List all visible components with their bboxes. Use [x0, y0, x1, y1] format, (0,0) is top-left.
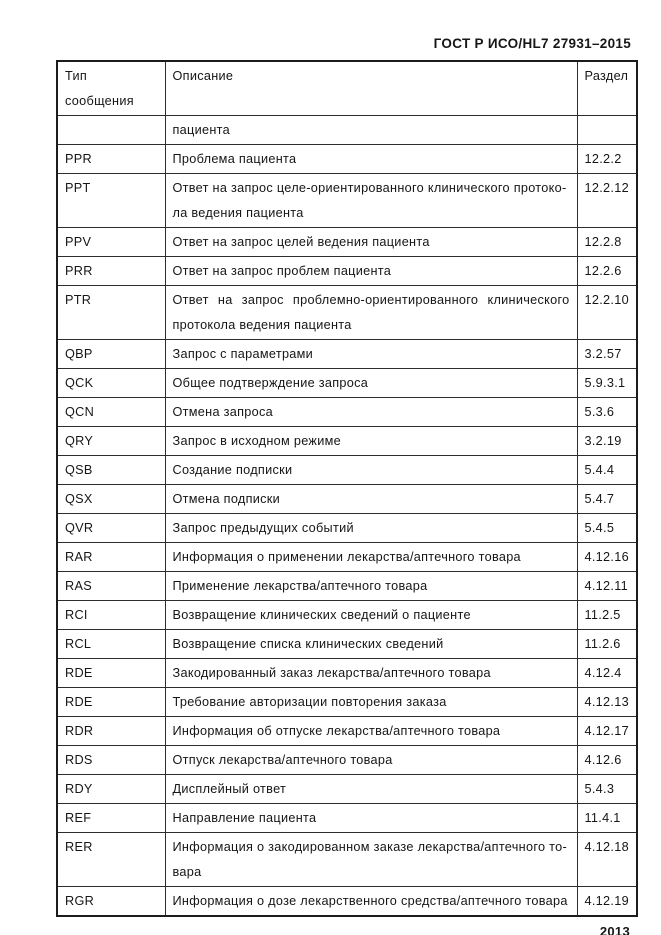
message-type-cell: RAR: [57, 543, 165, 572]
table-row: [57, 228, 637, 257]
table-row: [57, 543, 637, 572]
description-line: Применение лекарства/аптечного товара: [172, 579, 428, 593]
description-line: Направление пациента: [172, 811, 317, 825]
message-type-cell: PRR: [57, 257, 165, 286]
section-cell: 4.12.6: [577, 746, 637, 775]
description-cell: [165, 340, 577, 369]
description-line: ла ведения пациента: [172, 206, 304, 220]
table-row: [57, 514, 637, 543]
section-cell: 3.2.57: [577, 340, 637, 369]
description-cell: [165, 572, 577, 601]
message-type-cell: QSX: [57, 485, 165, 514]
col-header-section: Раздел: [577, 61, 637, 116]
table-row: [57, 340, 637, 369]
table-row: [57, 833, 637, 887]
description-line: Отмена подписки: [172, 492, 281, 506]
message-type-cell: QCN: [57, 398, 165, 427]
description-cell: [165, 630, 577, 659]
table-header-row: [57, 61, 637, 116]
description-line: Проблема пациента: [172, 152, 297, 166]
description-cell: [165, 456, 577, 485]
description-line: пациента: [172, 123, 230, 137]
description-line: Дисплейный ответ: [172, 782, 287, 796]
message-type-cell: RDE: [57, 688, 165, 717]
message-type-cell: PPV: [57, 228, 165, 257]
description-cell: [165, 145, 577, 174]
description-line: Информация о закодированном заказе лекарства/аптечного то-: [172, 840, 567, 854]
table-row: [57, 257, 637, 286]
table-row: [57, 485, 637, 514]
table-row: [57, 746, 637, 775]
description-cell: [165, 717, 577, 746]
message-type-cell: RGR: [57, 887, 165, 917]
description-cell: [165, 369, 577, 398]
description-cell: [165, 659, 577, 688]
section-cell: 4.12.18: [577, 833, 637, 887]
message-type-cell: RAS: [57, 572, 165, 601]
description-line: Информация об отпуске лекарства/аптечного товара: [172, 724, 501, 738]
description-cell: [165, 228, 577, 257]
table-row: [57, 456, 637, 485]
section-cell: 11.2.5: [577, 601, 637, 630]
page-number: 2013: [599, 924, 630, 935]
table-row: [57, 887, 637, 917]
description-line: Ответ на запрос целе-ориентированного клинического протоко-: [172, 181, 567, 195]
description-cell: [165, 286, 577, 340]
document-header-title: ГОСТ Р ИСО/HL7 27931–2015: [433, 36, 631, 51]
description-cell: [165, 174, 577, 228]
section-cell: 5.4.5: [577, 514, 637, 543]
section-cell: 5.9.3.1: [577, 369, 637, 398]
table-row: [57, 630, 637, 659]
section-cell: 11.2.6: [577, 630, 637, 659]
message-types-table: [56, 60, 638, 917]
section-cell: 12.2.6: [577, 257, 637, 286]
description-line: Информация о применении лекарства/аптечного товара: [172, 550, 521, 564]
message-type-cell: RCI: [57, 601, 165, 630]
section-cell: 4.12.17: [577, 717, 637, 746]
description-line: Закодированный заказ лекарства/аптечного товара: [172, 666, 491, 680]
message-type-cell: PPR: [57, 145, 165, 174]
table-row: [57, 398, 637, 427]
description-line: Ответ на запрос проблем пациента: [172, 264, 392, 278]
description-cell: [165, 427, 577, 456]
section-cell: 5.4.4: [577, 456, 637, 485]
description-line: Отпуск лекарства/аптечного товара: [172, 753, 393, 767]
table-row: [57, 717, 637, 746]
description-line: Информация о дозе лекарственного средства/аптечного товара: [172, 894, 568, 908]
message-type-cell: RDS: [57, 746, 165, 775]
message-type-cell: QCK: [57, 369, 165, 398]
table-row: [57, 804, 637, 833]
section-cell: 3.2.19: [577, 427, 637, 456]
table-row: [57, 572, 637, 601]
description-cell: [165, 746, 577, 775]
table-row: [57, 427, 637, 456]
description-line: протокола ведения пациента: [172, 318, 352, 332]
table-row: [57, 369, 637, 398]
section-cell: 4.12.16: [577, 543, 637, 572]
message-type-cell: RER: [57, 833, 165, 887]
section-cell: 4.12.13: [577, 688, 637, 717]
section-cell: 12.2.10: [577, 286, 637, 340]
description-line: вара: [172, 865, 202, 879]
description-line: Возвращение списка клинических сведений: [172, 637, 444, 651]
message-type-cell: PPT: [57, 174, 165, 228]
description-cell: [165, 688, 577, 717]
description-line: Запрос предыдущих событий: [172, 521, 354, 535]
section-cell: 4.12.19: [577, 887, 637, 917]
description-cell: [165, 775, 577, 804]
message-type-cell: RDE: [57, 659, 165, 688]
description-cell: [165, 543, 577, 572]
section-cell: 11.4.1: [577, 804, 637, 833]
table-row: [57, 286, 637, 340]
section-cell: 5.4.3: [577, 775, 637, 804]
section-cell: [577, 116, 637, 145]
description-line: Общее подтверждение запроса: [172, 376, 369, 390]
description-line: Запрос с параметрами: [172, 347, 314, 361]
description-line: Отмена запроса: [172, 405, 274, 419]
description-line: Требование авторизации повторения заказа: [172, 695, 447, 709]
description-line: Запрос в исходном режиме: [172, 434, 341, 448]
col-header-description: Описание: [165, 61, 577, 116]
table-row: [57, 775, 637, 804]
description-cell: [165, 514, 577, 543]
message-type-cell: RDY: [57, 775, 165, 804]
table-row: [57, 659, 637, 688]
section-cell: 12.2.8: [577, 228, 637, 257]
message-type-cell: RDR: [57, 717, 165, 746]
section-cell: 12.2.12: [577, 174, 637, 228]
section-cell: 4.12.4: [577, 659, 637, 688]
table-row: [57, 688, 637, 717]
description-cell: [165, 116, 577, 145]
table-row: [57, 601, 637, 630]
message-type-cell: QRY: [57, 427, 165, 456]
section-cell: 12.2.2: [577, 145, 637, 174]
description-line: Ответ на запрос проблемно-ориентированного клинического: [172, 293, 570, 307]
description-cell: [165, 833, 577, 887]
description-cell: [165, 804, 577, 833]
description-cell: [165, 257, 577, 286]
description-cell: [165, 485, 577, 514]
section-cell: 5.3.6: [577, 398, 637, 427]
section-cell: 4.12.11: [577, 572, 637, 601]
table-row: [57, 174, 637, 228]
section-cell: 5.4.7: [577, 485, 637, 514]
message-type-cell: QBP: [57, 340, 165, 369]
description-line: Создание подписки: [172, 463, 293, 477]
message-type-cell: QSB: [57, 456, 165, 485]
col-header-message-type: Тип сообщения: [57, 61, 165, 116]
message-type-cell: QVR: [57, 514, 165, 543]
message-type-cell: PTR: [57, 286, 165, 340]
table-row: [57, 116, 637, 145]
table-row: [57, 145, 637, 174]
message-type-cell: REF: [57, 804, 165, 833]
description-line: Ответ на запрос целей ведения пациента: [172, 235, 430, 249]
message-type-cell: [57, 116, 165, 145]
description-cell: [165, 398, 577, 427]
description-line: Возвращение клинических сведений о пациенте: [172, 608, 471, 622]
description-cell: [165, 601, 577, 630]
description-cell: [165, 887, 577, 917]
message-type-cell: RCL: [57, 630, 165, 659]
